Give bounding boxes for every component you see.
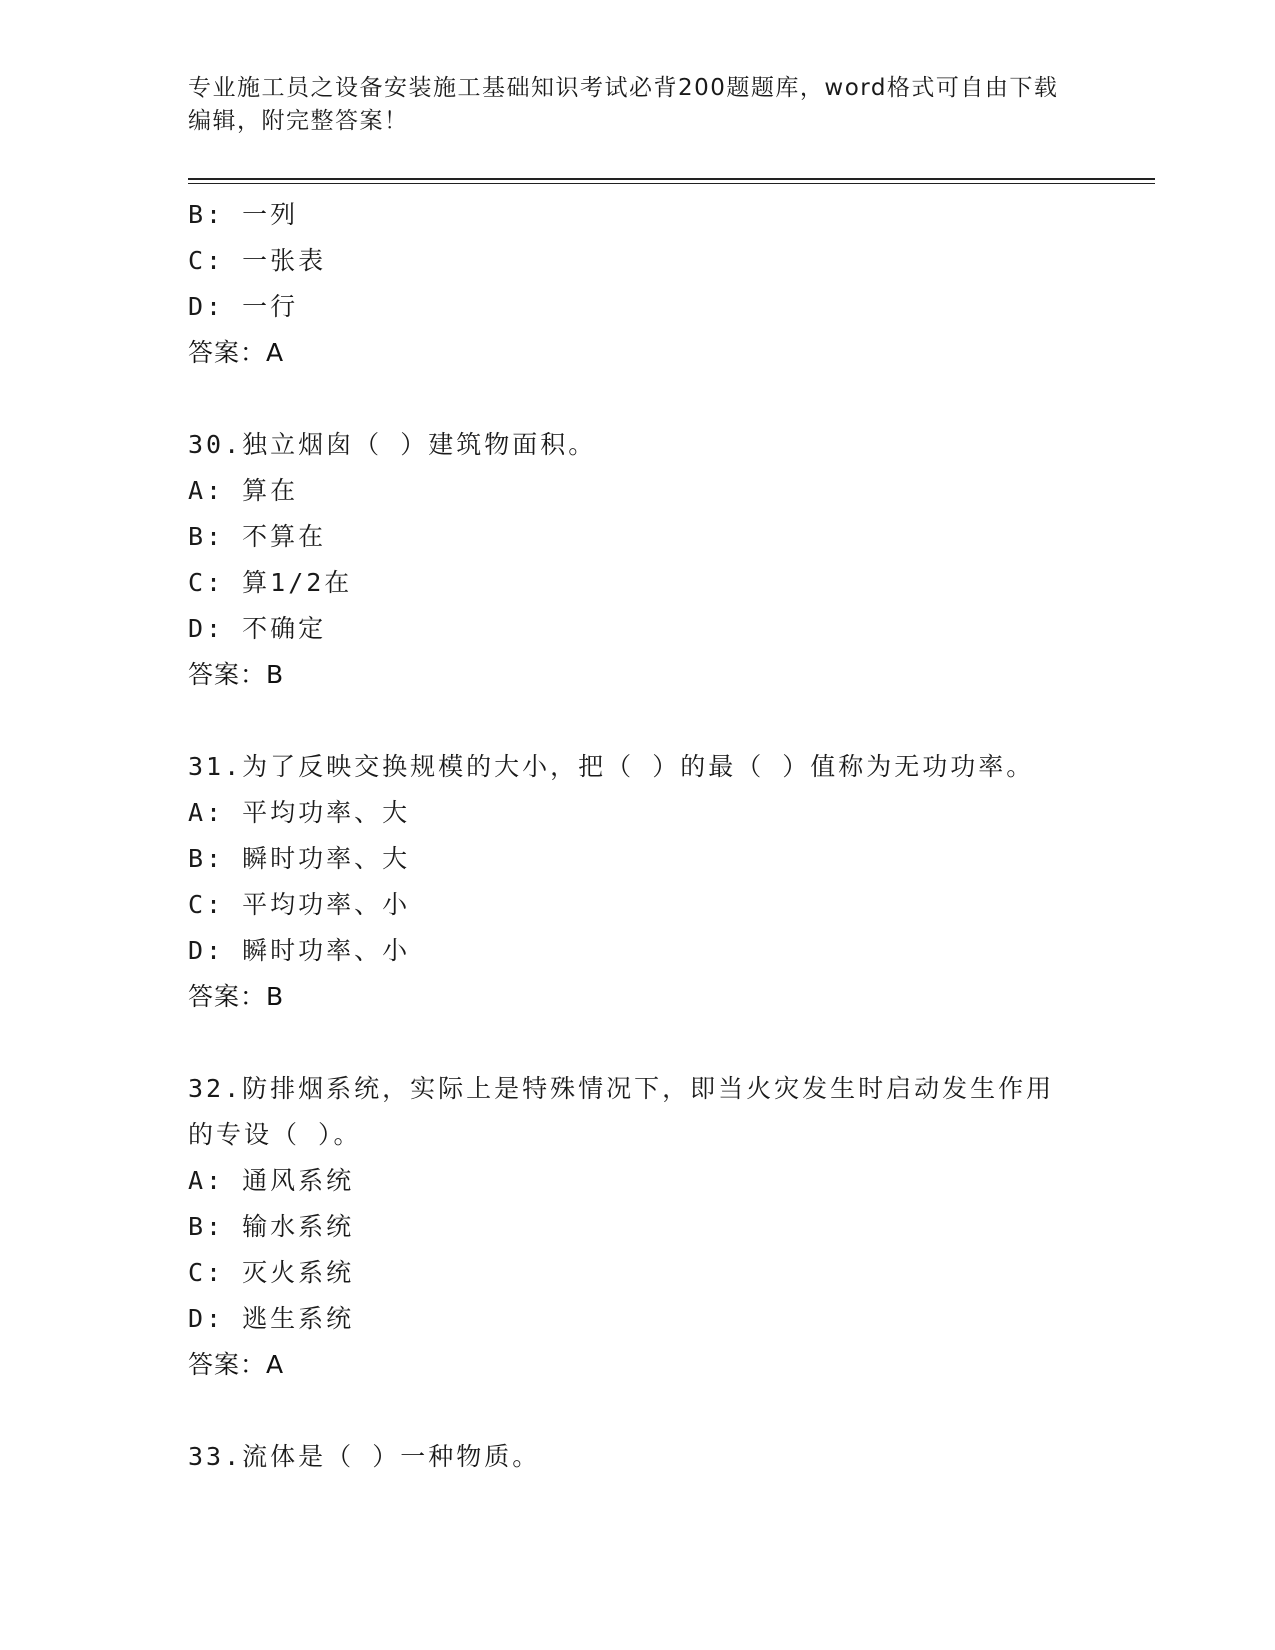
- option-c: C: 灭火系统: [188, 1258, 355, 1287]
- spacer: [188, 698, 1108, 744]
- spacer: [188, 1020, 1108, 1066]
- answer-line: 答案：B: [188, 660, 285, 689]
- option-d: D: 瞬时功率、小: [188, 936, 411, 965]
- answer-line: 答案：B: [188, 982, 285, 1011]
- question-text: 31.为了反映交换规模的大小，把（ ）的最（ ）值称为无功功率。: [188, 752, 1035, 781]
- option-d: D: 一行: [188, 292, 299, 321]
- header-title-line-2: 编辑，附完整答案！: [188, 108, 409, 134]
- question-text: 33.流体是（ ）一种物质。: [188, 1442, 541, 1471]
- spacer: [188, 376, 1108, 422]
- question-33: [188, 1434, 1108, 1480]
- question-text: 30.独立烟囱（ ）建筑物面积。: [188, 430, 597, 459]
- option-b: B: 一列: [188, 200, 299, 229]
- option-b: B: 输水系统: [188, 1212, 355, 1241]
- option-c: C: 算1/2在: [188, 568, 353, 597]
- option-d: D: 不确定: [188, 614, 327, 643]
- option-b: B: 瞬时功率、大: [188, 844, 411, 873]
- answer-line: 答案：A: [188, 338, 285, 367]
- option-a: A: 通风系统: [188, 1166, 355, 1195]
- question-31: [188, 744, 1108, 1020]
- question-32: [188, 1066, 1108, 1388]
- option-d: D: 逃生系统: [188, 1304, 355, 1333]
- option-a: A: 平均功率、大: [188, 798, 411, 827]
- question-text-line-2: 的专设（ ）。: [188, 1120, 362, 1149]
- question-list: [188, 192, 1108, 1480]
- option-b: B: 不算在: [188, 522, 327, 551]
- answer-line: 答案：A: [188, 1350, 285, 1379]
- header-rule-thin: [188, 183, 1155, 184]
- header-title-line-1: 专业施工员之设备安装施工基础知识考试必背200题题库，word格式可自由下载: [188, 75, 1059, 101]
- question-text-line-1: 32.防排烟系统，实际上是特殊情况下，即当火灾发生时启动发生作用: [188, 1074, 1055, 1103]
- spacer: [188, 1388, 1108, 1434]
- option-c: C: 平均功率、小: [188, 890, 411, 919]
- option-c: C: 一张表: [188, 246, 327, 275]
- question-29-continued: [188, 192, 1108, 376]
- document-header: [188, 72, 1088, 138]
- header-rule-thick: [188, 178, 1155, 180]
- question-30: [188, 422, 1108, 698]
- option-a: A: 算在: [188, 476, 299, 505]
